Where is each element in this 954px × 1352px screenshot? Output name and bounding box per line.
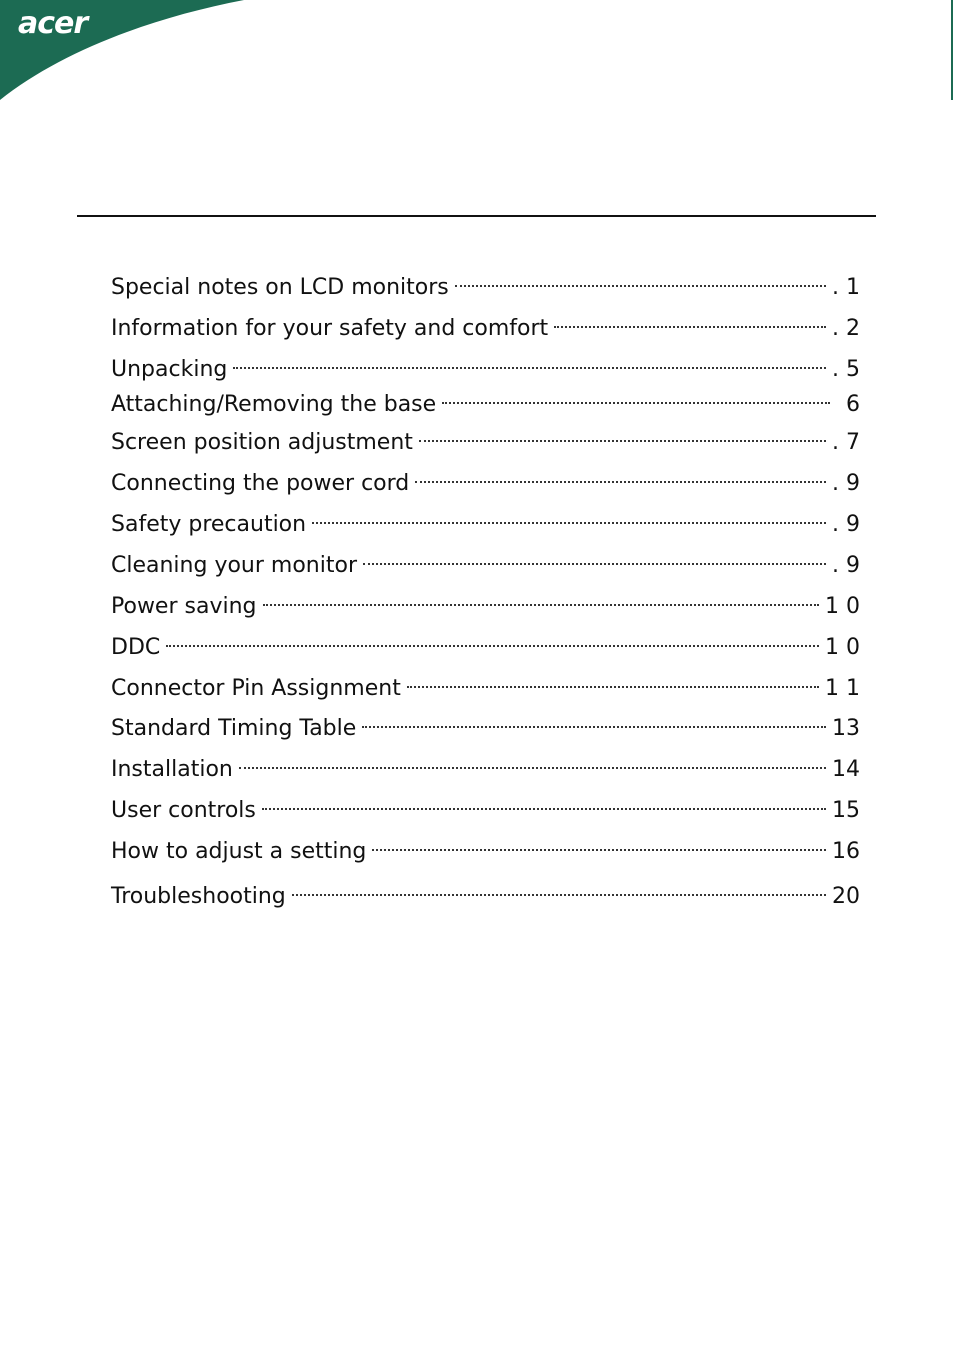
toc-entry-title: Connector Pin Assignment <box>111 676 401 701</box>
dot-leader <box>312 501 826 531</box>
toc-entry-page: . 1 <box>832 275 860 300</box>
dot-leader <box>166 624 819 654</box>
dot-leader <box>442 381 830 411</box>
toc-entry-title: DDC <box>111 635 161 660</box>
toc-entry-page: 20 <box>832 884 860 909</box>
toc-entry-page: . 9 <box>832 553 860 578</box>
toc-entry-page: 6 <box>846 392 860 417</box>
toc-entry-page: 1 0 <box>825 594 860 619</box>
toc-entry-page: . 7 <box>832 430 860 455</box>
toc-entry-adjust-setting[interactable] <box>111 828 860 864</box>
dot-leader <box>372 828 826 858</box>
dot-leader <box>362 705 826 735</box>
toc-entry-screen-position[interactable] <box>111 419 860 455</box>
toc-entry-page: 14 <box>832 757 860 782</box>
toc-entry-cleaning[interactable] <box>111 542 860 578</box>
toc-entry-page: 16 <box>832 839 860 864</box>
toc-entry-title: Cleaning your monitor <box>111 553 357 578</box>
toc-entry-connector-pin[interactable] <box>111 665 860 701</box>
toc-entry-title: Information for your safety and comfort <box>111 316 549 341</box>
toc-entry-page: 1 1 <box>825 676 860 701</box>
toc-entry-title: Screen position adjustment <box>111 430 413 455</box>
dot-leader <box>415 460 826 490</box>
toc-entry-page: 15 <box>832 798 860 823</box>
toc-entry-title: Safety precaution <box>111 512 307 537</box>
toc-entry-title: Standard Timing Table <box>111 716 357 741</box>
edge-rule <box>951 0 953 100</box>
toc-entry-page: 13 <box>832 716 860 741</box>
toc-entry-title: Unpacking <box>111 357 228 382</box>
toc-entry-power-saving[interactable] <box>111 583 860 619</box>
toc-entry-unpacking[interactable] <box>111 346 860 382</box>
dot-leader <box>407 665 819 695</box>
toc-entry-page: . 9 <box>832 512 860 537</box>
dot-leader <box>419 419 826 449</box>
dot-leader <box>262 787 826 817</box>
toc-entry-title: User controls <box>111 798 256 823</box>
toc-entry-installation[interactable] <box>111 746 860 782</box>
dot-leader <box>233 346 826 376</box>
dot-leader <box>239 746 826 776</box>
toc-entry-title: Power saving <box>111 594 257 619</box>
toc-entry-page: . 2 <box>832 316 860 341</box>
dot-leader <box>363 542 826 572</box>
toc-entry-title: Troubleshooting <box>111 884 286 909</box>
toc-entry-safety-precaution[interactable] <box>111 501 860 537</box>
dot-leader <box>292 873 826 903</box>
toc-entry-title: Connecting the power cord <box>111 471 410 496</box>
header-divider <box>77 215 876 217</box>
toc-entry-attaching-base[interactable] <box>111 381 860 417</box>
toc-entry-title: How to adjust a setting <box>111 839 367 864</box>
toc-entry-troubleshooting[interactable] <box>111 873 860 909</box>
toc-entry-page: 1 0 <box>825 635 860 660</box>
toc-entry-page: . 9 <box>832 471 860 496</box>
toc-entry-title: Attaching/Removing the base <box>111 392 437 417</box>
toc-entry-title: Installation <box>111 757 233 782</box>
dot-leader <box>455 264 826 294</box>
acer-logo: acer <box>18 6 88 41</box>
brand-corner <box>0 0 260 110</box>
toc-entry-power-cord[interactable] <box>111 460 860 496</box>
dot-leader <box>263 583 820 613</box>
toc-entry-user-controls[interactable] <box>111 787 860 823</box>
dot-leader <box>554 305 826 335</box>
toc-entry-timing-table[interactable] <box>111 705 860 741</box>
toc-entry-safety-comfort[interactable] <box>111 305 860 341</box>
toc-entry-title: Special notes on LCD monitors <box>111 275 449 300</box>
toc-entry-ddc[interactable] <box>111 624 860 660</box>
toc-entry-page: . 5 <box>832 357 860 382</box>
toc-entry-special-notes[interactable] <box>111 264 860 300</box>
